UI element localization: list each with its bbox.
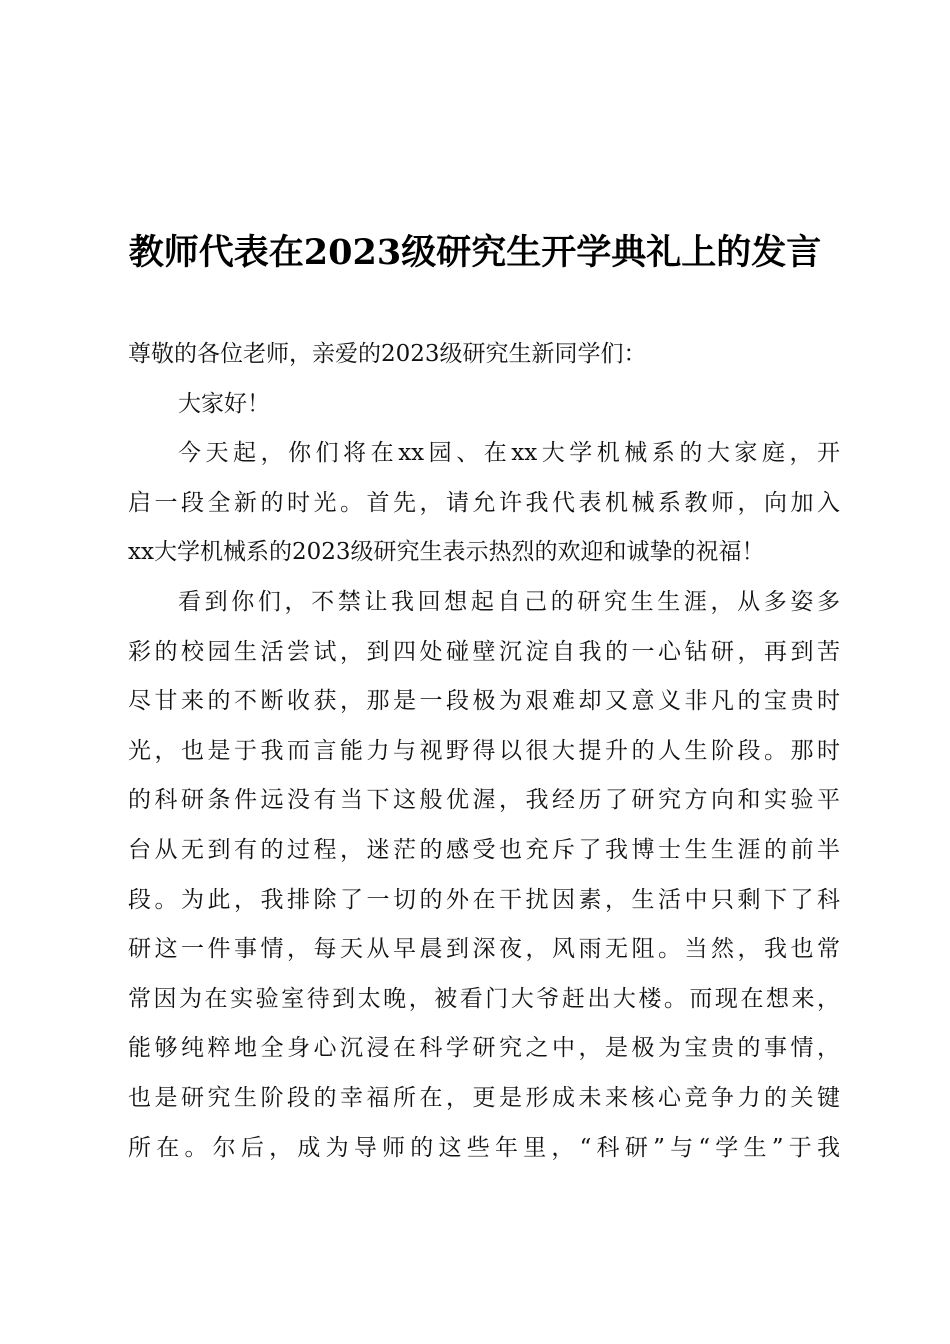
paragraph-line: 今天起，你们将在xx园、在xx大学机械系的大家庭，开 — [178, 440, 840, 467]
paragraph-line: 尊敬的各位老师，亲爱的2023级研究生新同学们： — [128, 341, 647, 367]
paragraph-line: 启一段全新的时光。首先，请允许我代表机械系教师，向加入 — [128, 489, 840, 516]
document-title: 教师代表在2023级研究生开学典礼上的发言 — [128, 232, 822, 273]
paragraph-line: 看到你们，不禁让我回想起自己的研究生生涯，从多姿多 — [178, 588, 840, 615]
document-body — [128, 330, 840, 1173]
paragraph-line: 研这一件事情，每天从早晨到深夜，风雨无阻。当然，我也常 — [128, 936, 840, 963]
paragraph-line: xx大学机械系的2023级研究生表示热烈的欢迎和诚挚的祝福！ — [128, 539, 765, 566]
paragraph-line: 能够纯粹地全身心沉浸在科学研究之中，是极为宝贵的事情， — [128, 1035, 840, 1062]
paragraph-line: 大家好！ — [178, 390, 270, 417]
paragraph-line: 也是研究生阶段的幸福所在，更是形成未来核心竞争力的关键 — [128, 1084, 840, 1111]
paragraph-line: 段。为此，我排除了一切的外在干扰因素，生活中只剩下了科 — [128, 886, 840, 913]
paragraph-line: 常因为在实验室待到太晚，被看门大爷赶出大楼。而现在想来， — [128, 985, 840, 1012]
paragraph-line: 尽甘来的不断收获，那是一段极为艰难却又意义非凡的宝贵时 — [128, 688, 840, 715]
paragraph-line: 台从无到有的过程，迷茫的感受也充斥了我博士生生涯的前半 — [128, 836, 840, 863]
paragraph-line: 的科研条件远没有当下这般优渥，我经历了研究方向和实验平 — [128, 787, 840, 814]
paragraph-line: 彩的校园生活尝试，到四处碰壁沉淀自我的一心钻研，再到苦 — [128, 638, 840, 665]
paragraph-line: 所在。尔后，成为导师的这些年里，“科研”与“学生”于我 — [128, 1134, 840, 1161]
paragraph-line: 光，也是于我而言能力与视野得以很大提升的人生阶段。那时 — [128, 737, 840, 764]
